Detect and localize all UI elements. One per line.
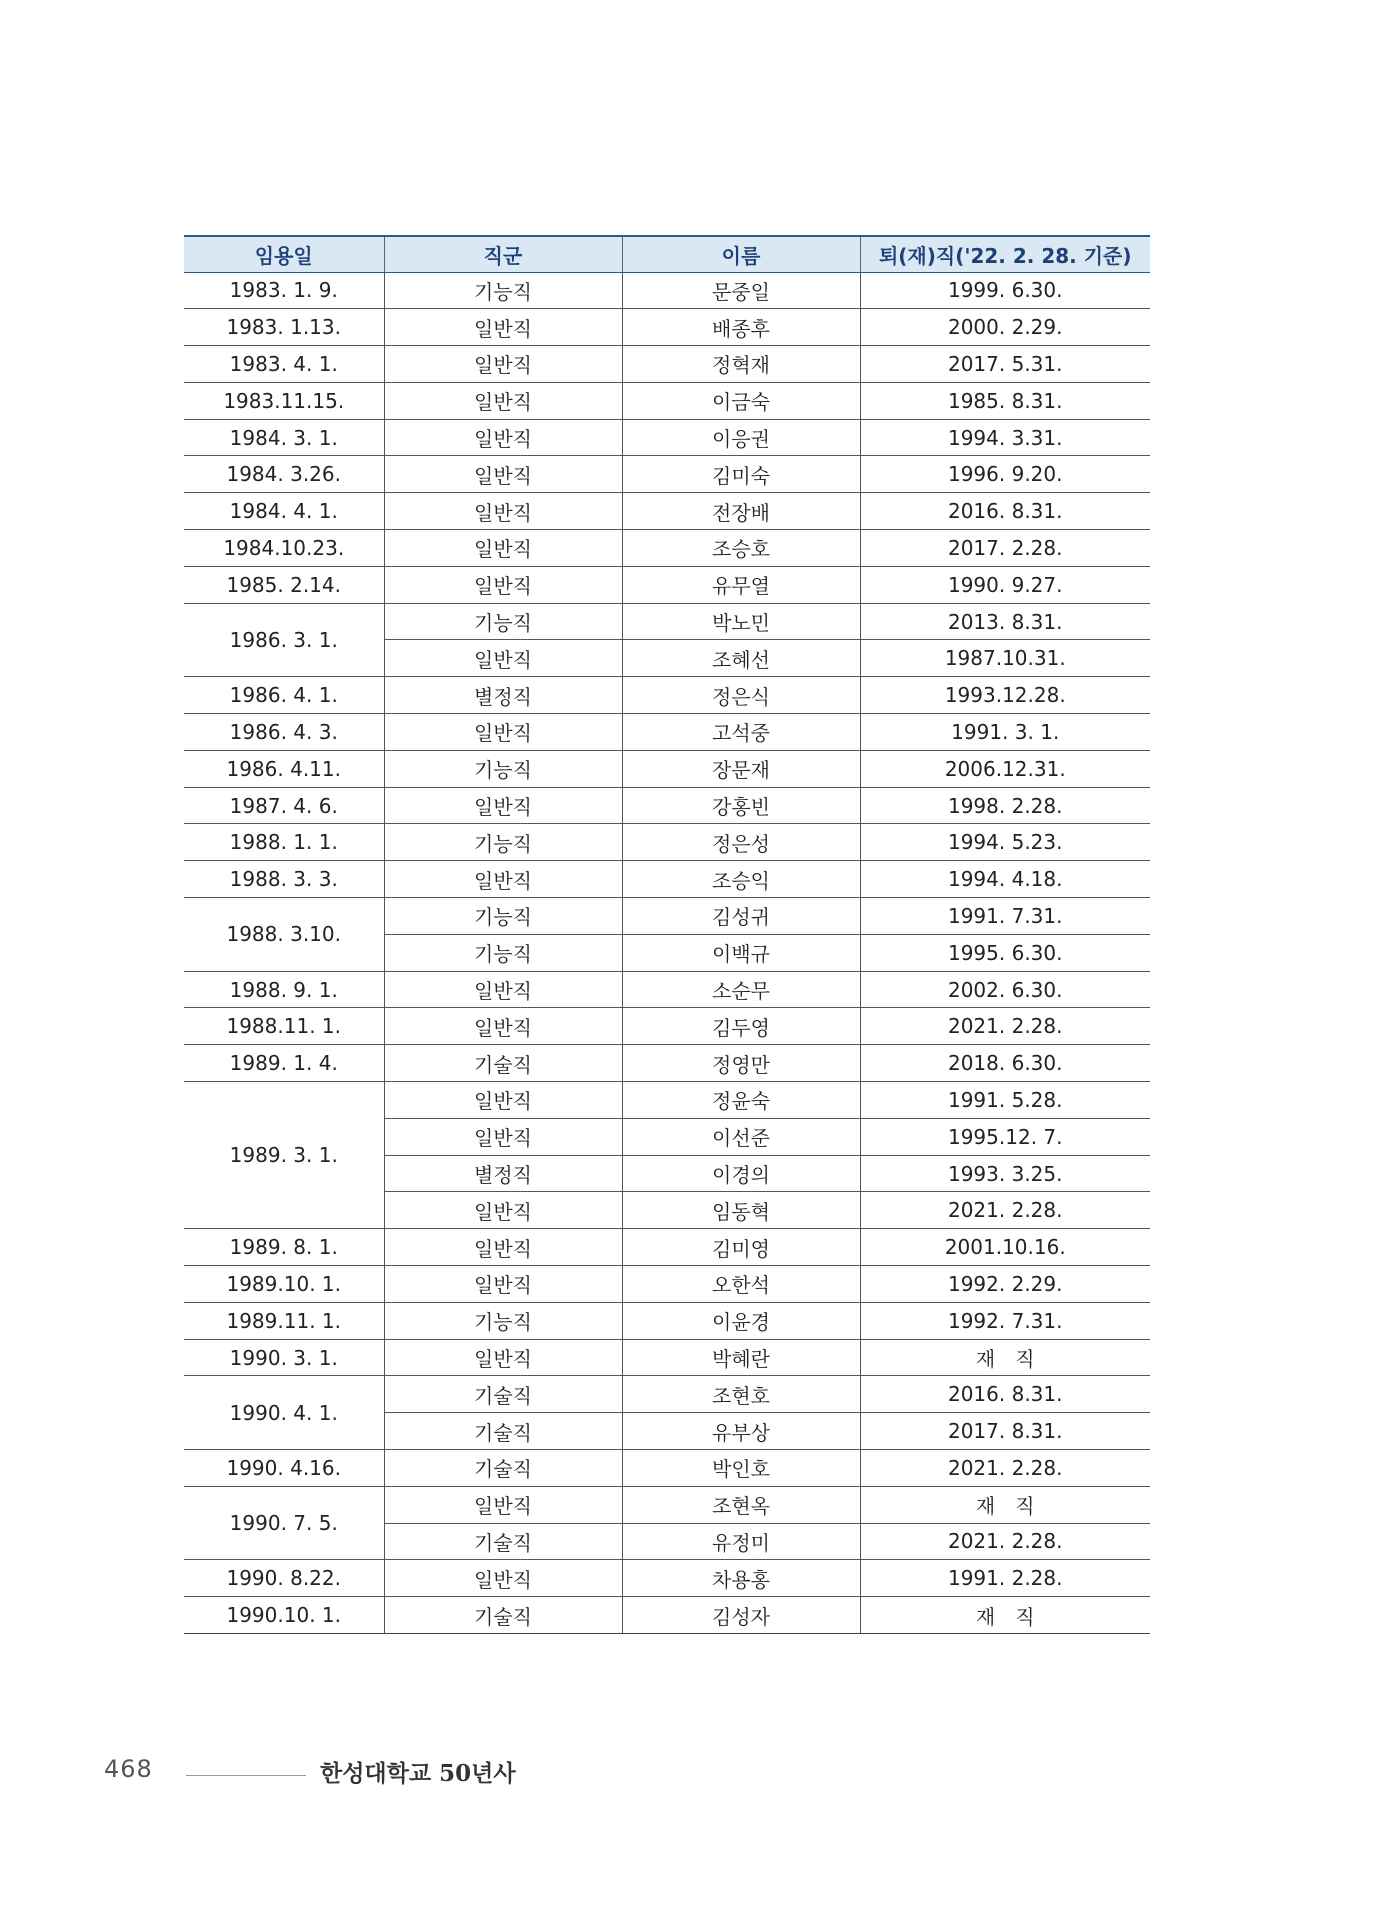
cell-retirement-status: 1985. 8.31. [860, 382, 1150, 419]
cell-name: 배종후 [622, 309, 860, 346]
cell-job-group: 기술직 [384, 1597, 622, 1634]
cell-appointment-date: 1990. 8.22. [184, 1560, 384, 1597]
cell-retirement-status: 2016. 8.31. [860, 1376, 1150, 1413]
cell-retirement-status: 1994. 4.18. [860, 861, 1150, 898]
cell-job-group: 기술직 [384, 1045, 622, 1082]
cell-retirement-status: 1990. 9.27. [860, 566, 1150, 603]
cell-job-group: 기능직 [384, 750, 622, 787]
cell-job-group: 기술직 [384, 1413, 622, 1450]
cell-retirement-status: 재 직 [860, 1486, 1150, 1523]
cell-name: 박혜란 [622, 1339, 860, 1376]
cell-name: 정은성 [622, 824, 860, 861]
table-row [184, 566, 1150, 603]
cell-job-group: 일반직 [384, 566, 622, 603]
cell-appointment-date: 1984. 3. 1. [184, 419, 384, 456]
cell-job-group: 기능직 [384, 1302, 622, 1339]
cell-appointment-date: 1988. 9. 1. [184, 971, 384, 1008]
cell-retirement-status: 2018. 6.30. [860, 1045, 1150, 1082]
cell-name: 조혜선 [622, 640, 860, 677]
cell-retirement-status: 1995. 6.30. [860, 934, 1150, 971]
staff-appointment-table [184, 235, 1150, 1634]
table-row [184, 309, 1150, 346]
cell-name: 박인호 [622, 1450, 860, 1487]
cell-name: 김두영 [622, 1008, 860, 1045]
staff-table-container [184, 235, 1150, 1634]
table-row [184, 382, 1150, 419]
cell-name: 고석중 [622, 714, 860, 751]
cell-name: 유무열 [622, 566, 860, 603]
cell-retirement-status: 2021. 2.28. [860, 1008, 1150, 1045]
table-row [184, 1339, 1150, 1376]
table-row [184, 971, 1150, 1008]
cell-appointment-date: 1986. 4. 3. [184, 714, 384, 751]
cell-retirement-status: 1992. 7.31. [860, 1302, 1150, 1339]
cell-retirement-status: 2000. 2.29. [860, 309, 1150, 346]
cell-retirement-status: 2013. 8.31. [860, 603, 1150, 640]
cell-retirement-status: 2001.10.16. [860, 1229, 1150, 1266]
cell-appointment-date: 1989. 8. 1. [184, 1229, 384, 1266]
cell-retirement-status: 2002. 6.30. [860, 971, 1150, 1008]
table-row [184, 1229, 1150, 1266]
cell-name: 정은식 [622, 677, 860, 714]
table-row [184, 1008, 1150, 1045]
header-retirement-status: 퇴(재)직('22. 2. 28. 기준) [860, 236, 1150, 272]
cell-job-group: 일반직 [384, 1266, 622, 1303]
cell-appointment-date: 1984. 4. 1. [184, 493, 384, 530]
cell-name: 임동혁 [622, 1192, 860, 1229]
cell-retirement-status: 2021. 2.28. [860, 1192, 1150, 1229]
cell-job-group: 일반직 [384, 1008, 622, 1045]
cell-job-group: 일반직 [384, 1486, 622, 1523]
table-row [184, 787, 1150, 824]
table-row [184, 346, 1150, 383]
cell-appointment-date: 1990. 3. 1. [184, 1339, 384, 1376]
cell-job-group: 일반직 [384, 1339, 622, 1376]
cell-name: 이응권 [622, 419, 860, 456]
cell-name: 박노민 [622, 603, 860, 640]
table-row [184, 824, 1150, 861]
cell-name: 이백규 [622, 934, 860, 971]
cell-retirement-status: 재 직 [860, 1597, 1150, 1634]
cell-appointment-date: 1983. 1. 9. [184, 272, 384, 309]
cell-job-group: 일반직 [384, 1229, 622, 1266]
cell-job-group: 일반직 [384, 493, 622, 530]
header-name: 이름 [622, 236, 860, 272]
cell-retirement-status: 1996. 9.20. [860, 456, 1150, 493]
cell-retirement-status: 1994. 5.23. [860, 824, 1150, 861]
cell-name: 이윤경 [622, 1302, 860, 1339]
table-row [184, 419, 1150, 456]
cell-appointment-date: 1985. 2.14. [184, 566, 384, 603]
cell-appointment-date: 1983.11.15. [184, 382, 384, 419]
table-row [184, 493, 1150, 530]
cell-appointment-date: 1986. 4.11. [184, 750, 384, 787]
cell-name: 문중일 [622, 272, 860, 309]
cell-job-group: 일반직 [384, 640, 622, 677]
cell-name: 오한석 [622, 1266, 860, 1303]
cell-name: 소순무 [622, 971, 860, 1008]
cell-appointment-date: 1990. 4.16. [184, 1450, 384, 1487]
cell-name: 이금숙 [622, 382, 860, 419]
cell-job-group: 일반직 [384, 530, 622, 567]
table-row [184, 530, 1150, 567]
cell-name: 유정미 [622, 1523, 860, 1560]
cell-job-group: 기능직 [384, 898, 622, 935]
cell-appointment-date: 1983. 4. 1. [184, 346, 384, 383]
cell-name: 유부상 [622, 1413, 860, 1450]
page-footer [0, 1755, 1400, 1795]
cell-job-group: 기술직 [384, 1450, 622, 1487]
cell-name: 전장배 [622, 493, 860, 530]
cell-appointment-date: 1988. 3. 3. [184, 861, 384, 898]
cell-retirement-status: 1993.12.28. [860, 677, 1150, 714]
header-appointment-date: 임용일 [184, 236, 384, 272]
cell-job-group: 일반직 [384, 309, 622, 346]
cell-retirement-status: 2017. 8.31. [860, 1413, 1150, 1450]
cell-name: 김미영 [622, 1229, 860, 1266]
table-row [184, 714, 1150, 751]
footer-divider [186, 1775, 306, 1776]
cell-job-group: 기술직 [384, 1523, 622, 1560]
cell-job-group: 기능직 [384, 272, 622, 309]
cell-name: 조승익 [622, 861, 860, 898]
cell-appointment-date: 1988.11. 1. [184, 1008, 384, 1045]
cell-job-group: 일반직 [384, 1118, 622, 1155]
table-row [184, 1302, 1150, 1339]
cell-retirement-status: 2016. 8.31. [860, 493, 1150, 530]
cell-retirement-status: 2021. 2.28. [860, 1450, 1150, 1487]
cell-job-group: 일반직 [384, 1082, 622, 1119]
cell-appointment-date: 1989. 3. 1. [184, 1082, 384, 1229]
cell-retirement-status: 1987.10.31. [860, 640, 1150, 677]
cell-job-group: 일반직 [384, 1192, 622, 1229]
cell-name: 김성귀 [622, 898, 860, 935]
table-row [184, 1450, 1150, 1487]
cell-appointment-date: 1988. 1. 1. [184, 824, 384, 861]
cell-retirement-status: 1991. 7.31. [860, 898, 1150, 935]
cell-name: 정윤숙 [622, 1082, 860, 1119]
cell-name: 정영만 [622, 1045, 860, 1082]
cell-retirement-status: 2006.12.31. [860, 750, 1150, 787]
cell-retirement-status: 재 직 [860, 1339, 1150, 1376]
cell-retirement-status: 2017. 5.31. [860, 346, 1150, 383]
cell-job-group: 일반직 [384, 346, 622, 383]
cell-appointment-date: 1990. 7. 5. [184, 1486, 384, 1560]
table-row [184, 1486, 1150, 1523]
cell-retirement-status: 1991. 3. 1. [860, 714, 1150, 751]
cell-appointment-date: 1987. 4. 6. [184, 787, 384, 824]
cell-retirement-status: 1992. 2.29. [860, 1266, 1150, 1303]
cell-job-group: 일반직 [384, 971, 622, 1008]
table-row [184, 1045, 1150, 1082]
table-row [184, 1266, 1150, 1303]
cell-job-group: 일반직 [384, 787, 622, 824]
cell-name: 이선준 [622, 1118, 860, 1155]
table-row [184, 1376, 1150, 1413]
cell-job-group: 일반직 [384, 861, 622, 898]
cell-name: 조승호 [622, 530, 860, 567]
cell-name: 김미숙 [622, 456, 860, 493]
table-row [184, 898, 1150, 935]
table-row [184, 1082, 1150, 1119]
cell-name: 차용홍 [622, 1560, 860, 1597]
cell-job-group: 기능직 [384, 824, 622, 861]
table-row [184, 272, 1150, 309]
cell-appointment-date: 1989. 1. 4. [184, 1045, 384, 1082]
cell-job-group: 기능직 [384, 934, 622, 971]
cell-job-group: 일반직 [384, 419, 622, 456]
cell-appointment-date: 1986. 4. 1. [184, 677, 384, 714]
cell-retirement-status: 2021. 2.28. [860, 1523, 1150, 1560]
cell-name: 조현옥 [622, 1486, 860, 1523]
table-row [184, 750, 1150, 787]
table-row [184, 603, 1150, 640]
cell-retirement-status: 1991. 2.28. [860, 1560, 1150, 1597]
table-row [184, 1560, 1150, 1597]
cell-retirement-status: 1994. 3.31. [860, 419, 1150, 456]
cell-name: 이경의 [622, 1155, 860, 1192]
cell-appointment-date: 1989.10. 1. [184, 1266, 384, 1303]
cell-appointment-date: 1988. 3.10. [184, 898, 384, 972]
cell-appointment-date: 1989.11. 1. [184, 1302, 384, 1339]
cell-job-group: 별정직 [384, 677, 622, 714]
cell-retirement-status: 2017. 2.28. [860, 530, 1150, 567]
cell-appointment-date: 1983. 1.13. [184, 309, 384, 346]
header-row [184, 236, 1150, 272]
cell-job-group: 기술직 [384, 1376, 622, 1413]
cell-appointment-date: 1984. 3.26. [184, 456, 384, 493]
cell-job-group: 일반직 [384, 1560, 622, 1597]
cell-retirement-status: 1998. 2.28. [860, 787, 1150, 824]
cell-job-group: 일반직 [384, 714, 622, 751]
book-title: 한성대학교 50년사 [320, 1760, 516, 1787]
cell-retirement-status: 1995.12. 7. [860, 1118, 1150, 1155]
cell-job-group: 별정직 [384, 1155, 622, 1192]
cell-job-group: 일반직 [384, 382, 622, 419]
cell-retirement-status: 1993. 3.25. [860, 1155, 1150, 1192]
table-row [184, 456, 1150, 493]
table-header [184, 236, 1150, 272]
cell-retirement-status: 1991. 5.28. [860, 1082, 1150, 1119]
cell-name: 장문재 [622, 750, 860, 787]
cell-name: 조현호 [622, 1376, 860, 1413]
cell-appointment-date: 1984.10.23. [184, 530, 384, 567]
cell-name: 강홍빈 [622, 787, 860, 824]
cell-name: 김성자 [622, 1597, 860, 1634]
table-row [184, 861, 1150, 898]
table-row [184, 677, 1150, 714]
table-row [184, 1597, 1150, 1634]
cell-retirement-status: 1999. 6.30. [860, 272, 1150, 309]
table-body [184, 272, 1150, 1633]
page-number: 468 [104, 1755, 153, 1783]
cell-appointment-date: 1990. 4. 1. [184, 1376, 384, 1450]
cell-name: 정혁재 [622, 346, 860, 383]
cell-job-group: 기능직 [384, 603, 622, 640]
cell-job-group: 일반직 [384, 456, 622, 493]
header-job-group: 직군 [384, 236, 622, 272]
cell-appointment-date: 1986. 3. 1. [184, 603, 384, 677]
cell-appointment-date: 1990.10. 1. [184, 1597, 384, 1634]
